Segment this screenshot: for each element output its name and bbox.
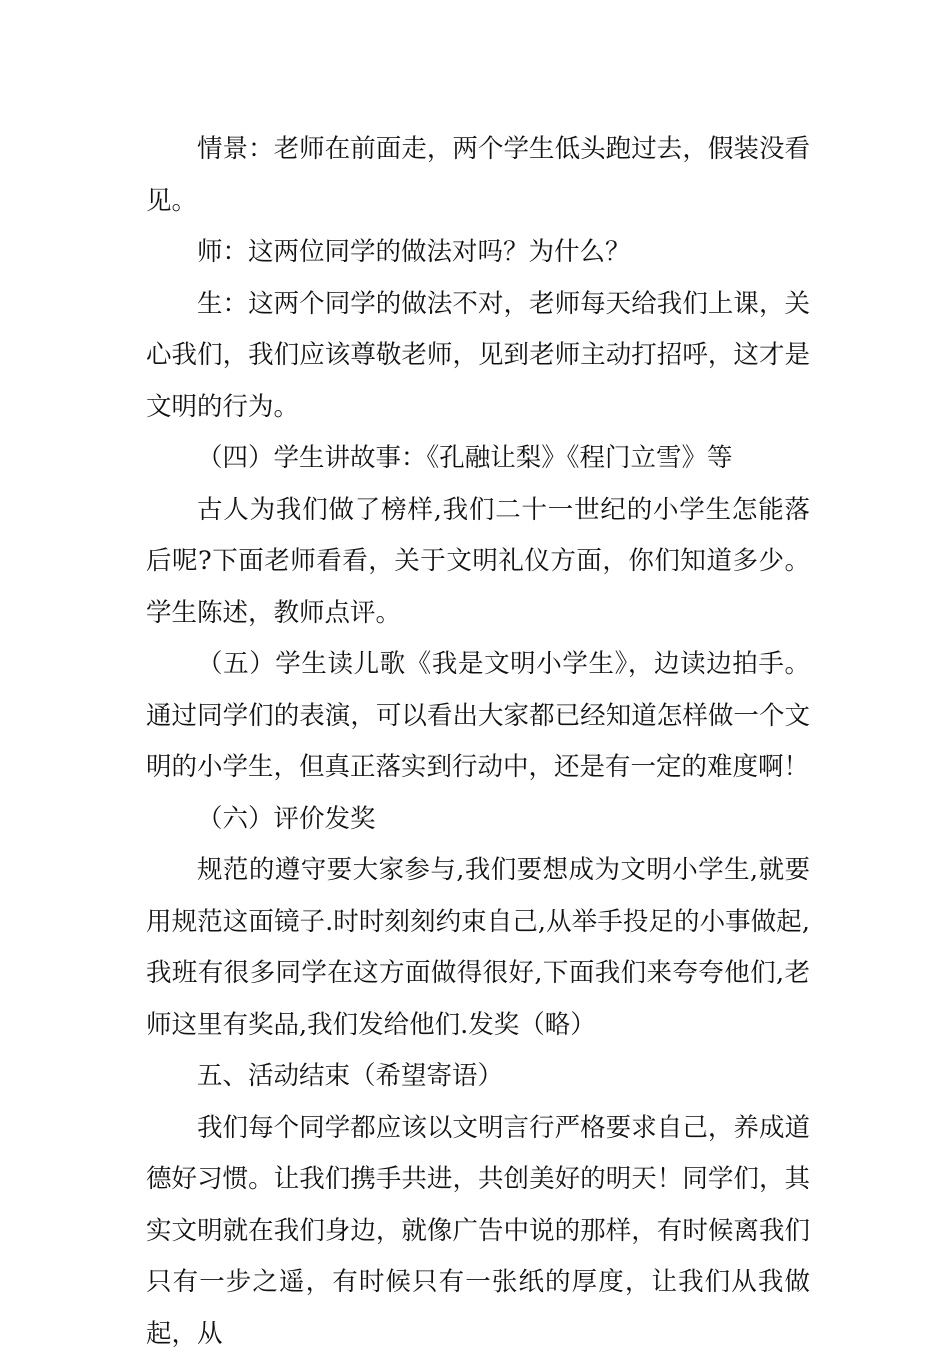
paragraph-student-answer: 生：这两个同学的做法不对，老师每天给我们上课，关心我们，我们应该尊敬老师，见到老师主动打招呼，这才是文明的行为。	[146, 279, 810, 434]
paragraph-closing-message: 我们每个同学都应该以文明言行严格要求自己，养成道德好习惯。让我们携手共进，共创美好的明天！同学们，其实文明就在我们身边，就像广告中说的那样，有时候离我们只有一步之遥，有时候只有一张纸的厚度，让我们从我做起，从	[146, 1103, 810, 1360]
paragraph-rules: 规范的遵守要大家参与,我们要想成为文明小学生,就要用规范这面镜子.时时刻刻约束自己,从举手投足的小事做起,我班有很多同学在这方面做得很好,下面我们来夸夸他们,老师这里有奖品,我们发给他们.发奖（略）	[146, 845, 810, 1051]
paragraph-teacher-question: 师：这两位同学的做法对吗？为什么？	[146, 227, 810, 279]
paragraph-role-models: 古人为我们做了榜样,我们二十一世纪的小学生怎能落后呢?下面老师看看，关于文明礼仪方面，你们知道多少。学生陈述，教师点评。	[146, 485, 810, 640]
section-heading-closing: 五、活动结束（希望寄语）	[146, 1051, 810, 1103]
section-heading-awards: （六）评价发奖	[146, 794, 810, 846]
paragraph-scenario: 情景：老师在前面走，两个学生低头跑过去，假装没看见。	[146, 124, 810, 227]
paragraph-nursery-rhyme: （五）学生读儿歌《我是文明小学生》，边读边拍手。通过同学们的表演，可以看出大家都已经知道怎样做一个文明的小学生，但真正落实到行动中，还是有一定的难度啊！	[146, 639, 810, 794]
section-heading-stories: （四）学生讲故事：《孔融让梨》《程门立雪》等	[146, 433, 810, 485]
document-body	[146, 124, 810, 1360]
